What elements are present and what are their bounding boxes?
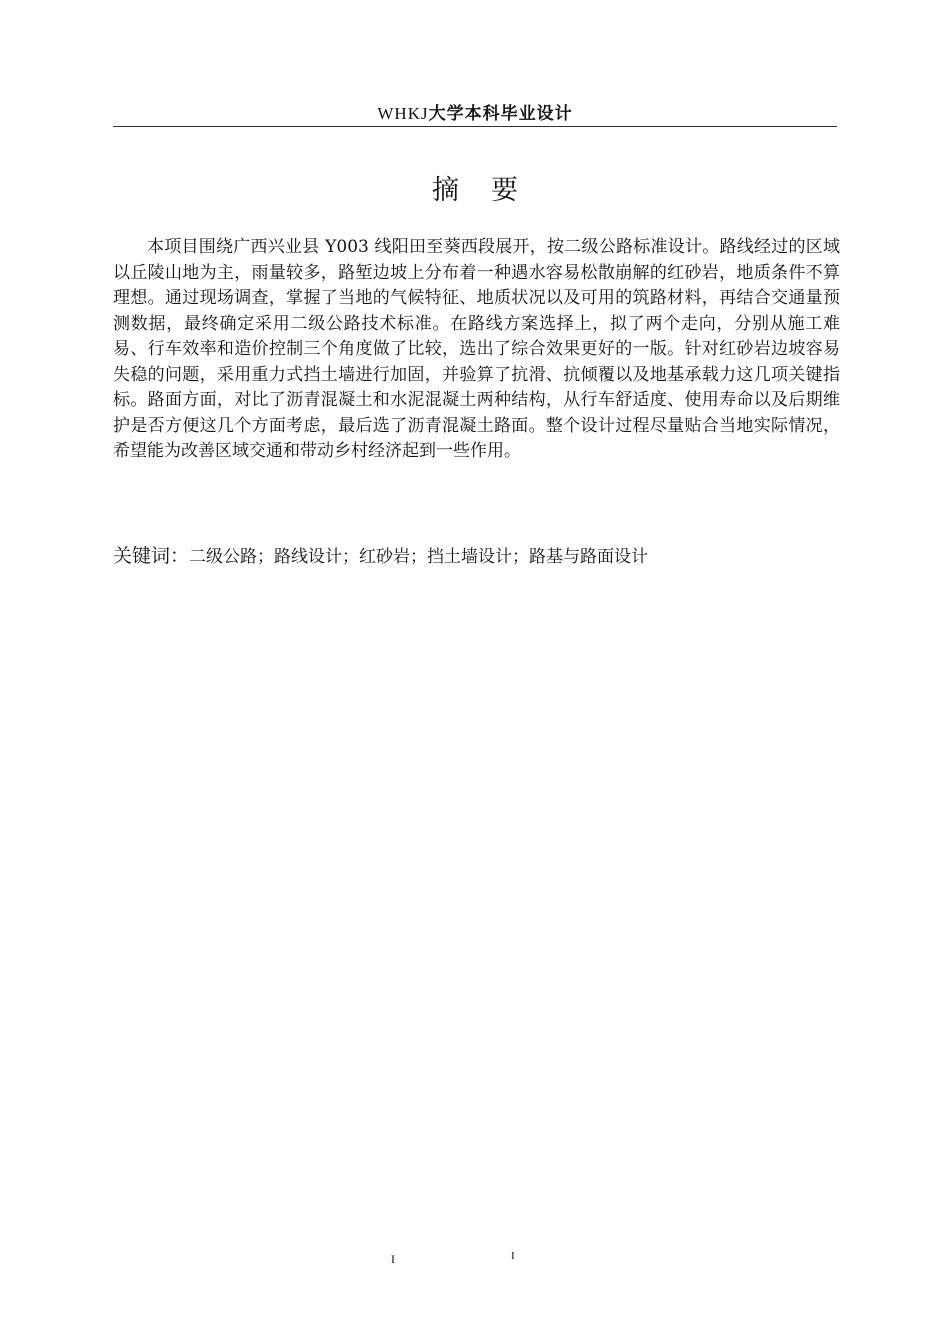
header-rule (113, 126, 837, 127)
header-prefix: WHKJ (377, 104, 429, 123)
page-header (113, 99, 837, 124)
abstract-body: 本项目围绕广西兴业县 Y003 线阳田至葵西段展开，按二级公路标准设计。路线经过的区域以丘陵山地为主，雨量较多，路堑边坡上分布着一种遇水容易松散崩解的红砂岩，地质条件不算理想。通过现场调查，掌握了当地的气候特征、地质状况以及可用的筑路材料，再结合交通量预测数据，最终确定采用二级公路技术标准。在路线方案选择上，拟了两个走向，分别从施工难易、行车效率和造价控制三个角度做了比较，选出了综合效果更好的一版。针对红砂岩边坡容易失稳的问题，采用重力式挡土墙进行加固，并验算了抗滑、抗倾覆以及地基承载力这几项关键指标。路面方面，对比了沥青混凝土和水泥混凝土两种结构，从行车舒适度、使用寿命以及后期维护是否方便这几个方面考虑，最后选了沥青混凝土路面。整个设计过程尽量贴合当地实际情况，希望能为改善区域交通和带动乡村经济起到一些作用。 (113, 237, 840, 461)
abstract-heading-char-1: 摘 (432, 175, 459, 206)
page-number: I (391, 1252, 395, 1266)
keywords-value: 二级公路；路线设计；红砂岩；挡土墙设计；路基与路面设计 (189, 547, 649, 567)
abstract-heading-char-2: 要 (491, 175, 518, 206)
abstract-heading (113, 168, 837, 207)
keywords-label: 关键词： (113, 545, 190, 567)
keywords-line (113, 541, 837, 568)
header-title: 大学本科毕业设计 (428, 104, 573, 124)
footer-mark: I (511, 1250, 515, 1262)
